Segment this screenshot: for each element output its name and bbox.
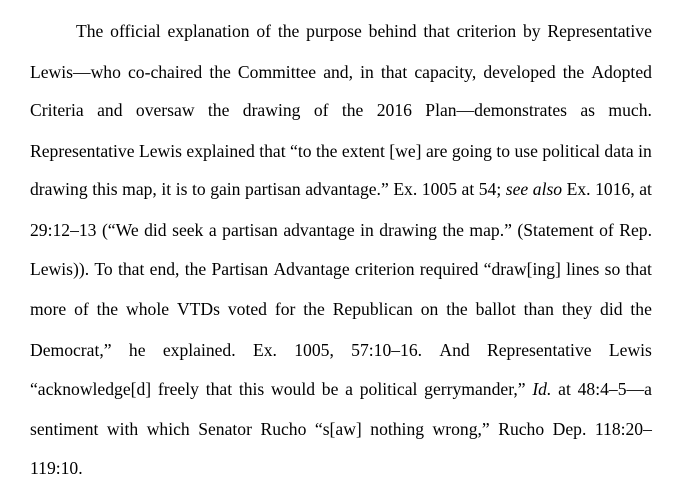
word: Lewis	[608, 340, 652, 360]
word: ballot	[475, 299, 516, 319]
word: required	[419, 259, 479, 279]
word: extent	[341, 141, 385, 161]
word: map.”	[469, 220, 512, 240]
word: and,	[323, 62, 353, 82]
text-line-10	[30, 378, 652, 400]
word: [we]	[389, 141, 422, 161]
word: freely	[157, 379, 199, 399]
word: the	[446, 299, 468, 319]
word: the	[442, 220, 464, 240]
text-line-5	[30, 178, 652, 200]
word: drawing	[242, 100, 301, 120]
word: whole	[126, 299, 170, 319]
word: partisan	[245, 179, 301, 199]
word: political	[542, 141, 600, 161]
word: Committee	[237, 62, 317, 82]
word: gain	[210, 179, 241, 199]
word: which	[146, 419, 190, 439]
word: Criteria	[30, 100, 84, 120]
word-italic: also	[532, 179, 563, 199]
word: 119:10.	[30, 458, 83, 478]
word: Rucho	[260, 419, 307, 439]
text-line-4	[30, 140, 652, 162]
word: it	[161, 179, 172, 199]
word: “s[aw]	[314, 419, 362, 439]
word: as	[580, 100, 596, 120]
text-line-6	[30, 219, 652, 241]
word: behind	[368, 21, 417, 41]
word: with	[106, 419, 139, 439]
word: (“We	[101, 220, 139, 240]
word: Lewis)).	[30, 259, 90, 279]
word: they	[561, 299, 593, 319]
word: 57:10–16.	[351, 340, 423, 360]
word-italic: Id.	[532, 379, 552, 399]
word: Democrat,”	[30, 340, 112, 360]
word: Ex.	[252, 340, 277, 360]
word: Advantage	[273, 259, 350, 279]
word: voted	[227, 299, 267, 319]
word: “acknowledge[d]	[30, 379, 152, 399]
text-line-2	[30, 61, 652, 83]
word: 1005	[421, 179, 457, 199]
word: 29:12–13	[30, 220, 97, 240]
word: And	[439, 340, 470, 360]
word: of	[313, 100, 329, 120]
word: the	[96, 299, 119, 319]
word: than	[523, 299, 554, 319]
text-line-3	[30, 99, 652, 121]
word: the	[562, 62, 585, 82]
word: VTDs	[176, 299, 220, 319]
word: the	[209, 62, 231, 82]
word: the	[303, 299, 325, 319]
word: in	[638, 141, 652, 161]
word: by	[522, 21, 541, 41]
word: explained.	[162, 340, 236, 360]
word: so	[604, 259, 621, 279]
word: much.	[608, 100, 652, 120]
word: 48:4–5—a	[577, 379, 652, 399]
word: Ex.	[566, 179, 591, 199]
word: of	[74, 299, 89, 319]
word: the	[315, 141, 338, 161]
word: for	[274, 299, 296, 319]
word: Partisan	[211, 259, 269, 279]
word: “to	[290, 141, 312, 161]
text-line-12	[30, 457, 652, 479]
word: 118:20–	[594, 419, 652, 439]
word: 54;	[478, 179, 502, 199]
word: partisan	[222, 220, 278, 240]
word: oversaw	[135, 100, 195, 120]
word: criterion	[456, 21, 517, 41]
word: a	[208, 220, 217, 240]
word: Ex.	[393, 179, 418, 199]
word: did	[144, 220, 167, 240]
word: that	[380, 62, 408, 82]
word: the	[184, 259, 207, 279]
word: the	[630, 299, 652, 319]
word: official	[110, 21, 161, 41]
word: a	[345, 379, 353, 399]
word: at	[639, 179, 652, 199]
word: nothing	[370, 419, 425, 439]
word: advantage.”	[305, 179, 389, 199]
word: map,	[122, 179, 157, 199]
word: are	[425, 141, 448, 161]
word: that	[625, 259, 652, 279]
word: seek	[172, 220, 204, 240]
word: Rep.	[619, 220, 652, 240]
word: The	[76, 21, 104, 41]
text-line-8	[30, 298, 652, 320]
word: Plan—demonstrates	[425, 100, 567, 120]
word: at	[558, 379, 571, 399]
word: data	[604, 141, 634, 161]
word: Representative	[30, 141, 135, 161]
word: in	[360, 220, 374, 240]
word: Adopted	[591, 62, 652, 82]
word: end,	[149, 259, 180, 279]
word: this	[92, 179, 118, 199]
word: To	[94, 259, 113, 279]
text-line-11	[30, 418, 652, 440]
word: political	[359, 379, 418, 399]
word: in	[360, 62, 374, 82]
word: use	[514, 141, 538, 161]
word: gerrymander,”	[424, 379, 526, 399]
word: the	[207, 100, 230, 120]
word: Senator	[198, 419, 252, 439]
word: to	[191, 179, 206, 199]
word: (Statement	[517, 220, 594, 240]
word: criterion	[354, 259, 415, 279]
word: developed	[483, 62, 556, 82]
word: Dep.	[552, 419, 587, 439]
word: drawing	[379, 220, 437, 240]
text-line-1	[76, 20, 652, 42]
word: of	[256, 21, 272, 41]
word: Lewis—who	[30, 62, 121, 82]
word: Representative	[547, 21, 652, 41]
word: going	[451, 141, 492, 161]
word: sentiment	[30, 419, 99, 439]
word: that	[423, 21, 450, 41]
word: 2016	[376, 100, 412, 120]
word: be	[321, 379, 339, 399]
word: is	[175, 179, 188, 199]
word: capacity,	[414, 62, 477, 82]
word: and	[97, 100, 123, 120]
word: more	[30, 299, 67, 319]
word: co-chaired	[127, 62, 203, 82]
text-line-9	[30, 339, 652, 361]
word: explanation	[167, 21, 250, 41]
word: that	[117, 259, 145, 279]
word: Representative	[487, 340, 592, 360]
word: lines	[566, 259, 600, 279]
word: purpose	[306, 21, 362, 41]
word: that	[205, 379, 233, 399]
word: of	[599, 220, 614, 240]
word: would	[271, 379, 316, 399]
word: the	[341, 100, 364, 120]
word-italic: see	[505, 179, 529, 199]
word: Lewis	[138, 141, 182, 161]
word: 1005,	[294, 340, 334, 360]
word: the	[277, 21, 300, 41]
text-line-7	[30, 258, 652, 280]
word: that	[259, 141, 286, 161]
word: explained	[186, 141, 255, 161]
word: drawing	[30, 179, 88, 199]
word: Republican	[332, 299, 413, 319]
word: did	[600, 299, 623, 319]
word: wrong,”	[432, 419, 490, 439]
word: Rucho	[498, 419, 545, 439]
word: he	[128, 340, 146, 360]
word: “draw[ing]	[483, 259, 561, 279]
word: 1016,	[595, 179, 635, 199]
word: to	[496, 141, 511, 161]
word: this	[238, 379, 265, 399]
word: on	[420, 299, 439, 319]
word: at	[461, 179, 475, 199]
word: advantage	[283, 220, 355, 240]
